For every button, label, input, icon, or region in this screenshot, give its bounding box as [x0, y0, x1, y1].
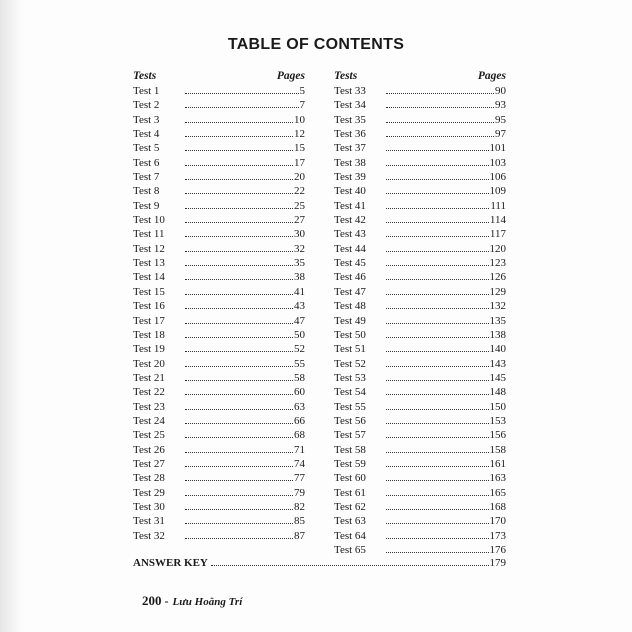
- test-name: Test 44: [334, 242, 366, 255]
- leader-dots: [185, 323, 293, 324]
- leader-dots: [386, 265, 489, 266]
- leader-dots: [386, 552, 489, 553]
- toc-entry[interactable]: [133, 299, 305, 313]
- leader-dots: [185, 93, 299, 94]
- leader-dots: [185, 251, 293, 252]
- page-number: 143: [489, 357, 506, 370]
- leader-dots: [386, 122, 494, 123]
- page-number: 82: [294, 500, 305, 513]
- page-number: 85: [294, 515, 305, 528]
- toc-entry[interactable]: [133, 400, 305, 414]
- toc-entry[interactable]: [334, 256, 506, 270]
- leader-dots: [185, 495, 293, 496]
- page-number: 43: [294, 300, 305, 313]
- page-number: 106: [489, 171, 506, 184]
- page-number: 150: [489, 400, 506, 413]
- toc-entry[interactable]: [334, 357, 506, 371]
- test-name: Test 57: [334, 429, 366, 442]
- page-number: 148: [489, 386, 506, 399]
- test-name: Test 34: [334, 99, 366, 112]
- test-name: Test 3: [133, 113, 160, 126]
- page-number: 35: [294, 257, 305, 270]
- toc-entry[interactable]: [133, 457, 305, 471]
- answer-key-page: 179: [489, 557, 506, 569]
- test-name: Test 5: [133, 142, 160, 155]
- test-name: Test 24: [133, 414, 165, 427]
- test-name: Test 14: [133, 271, 165, 284]
- toc-entry[interactable]: [133, 314, 305, 328]
- test-name: Test 8: [133, 185, 160, 198]
- test-name: Test 17: [133, 314, 165, 327]
- toc-entry[interactable]: [133, 156, 305, 170]
- test-name: Test 30: [133, 500, 165, 513]
- leader-dots: [185, 150, 293, 151]
- leader-dots: [386, 351, 489, 352]
- leader-dots: [185, 523, 293, 524]
- leader-dots: [386, 136, 494, 137]
- page-number: 25: [294, 199, 305, 212]
- leader-dots: [185, 452, 293, 453]
- author-name: Lưu Hoằng Trí: [172, 596, 243, 608]
- leader-dots: [185, 466, 293, 467]
- toc-column-right: [334, 68, 506, 557]
- toc-list-right: [334, 84, 506, 557]
- page-number: 38: [294, 271, 305, 284]
- toc-entry[interactable]: [133, 500, 305, 514]
- toc-entry[interactable]: [133, 256, 305, 270]
- leader-dots: [185, 294, 293, 295]
- page-number: 41: [294, 285, 305, 298]
- toc-entry[interactable]: [133, 328, 305, 342]
- leader-dots: [185, 122, 293, 123]
- test-name: Test 60: [334, 472, 366, 485]
- leader-dots: [386, 308, 489, 309]
- toc-entry[interactable]: [133, 227, 305, 241]
- page-number: 153: [489, 414, 506, 427]
- page-number: 111: [490, 199, 506, 212]
- test-name: Test 7: [133, 171, 160, 184]
- test-name: Test 18: [133, 328, 165, 341]
- test-name: Test 19: [133, 343, 165, 356]
- toc-entry[interactable]: [133, 357, 305, 371]
- test-name: Test 61: [334, 486, 366, 499]
- leader-dots: [386, 222, 489, 223]
- leader-dots: [185, 208, 293, 209]
- leader-dots: [185, 394, 293, 395]
- test-name: Test 38: [334, 156, 366, 169]
- test-name: Test 27: [133, 457, 165, 470]
- page-number: 58: [294, 371, 305, 384]
- toc-entry[interactable]: [334, 342, 506, 356]
- answer-key-label: ANSWER KEY: [133, 557, 208, 569]
- page-number: 66: [294, 414, 305, 427]
- toc-entry[interactable]: [133, 141, 305, 155]
- test-name: Test 11: [133, 228, 165, 241]
- leader-dots: [185, 236, 293, 237]
- toc-entry[interactable]: [334, 127, 506, 141]
- test-name: Test 35: [334, 113, 366, 126]
- page-number: 101: [489, 142, 506, 155]
- leader-dots: [386, 150, 489, 151]
- page-number: 97: [495, 128, 506, 141]
- leader-dots: [185, 107, 299, 108]
- toc-entry[interactable]: [334, 156, 506, 170]
- test-name: Test 51: [334, 343, 366, 356]
- test-name: Test 65: [334, 544, 366, 556]
- leader-dots: [386, 251, 489, 252]
- page-number: 117: [489, 228, 506, 241]
- page-number: 145: [489, 371, 506, 384]
- footer-dash: -: [164, 594, 169, 608]
- page-number: 74: [294, 457, 305, 470]
- toc-entry[interactable]: [334, 328, 506, 342]
- toc-entry[interactable]: [133, 113, 305, 127]
- page-number: 87: [294, 529, 305, 542]
- leader-dots: [185, 380, 293, 381]
- toc-list-left: [133, 84, 305, 543]
- leader-dots: [185, 222, 293, 223]
- page-number: 161: [489, 457, 506, 470]
- leader-dots: [386, 409, 489, 410]
- test-name: Test 37: [334, 142, 366, 155]
- toc-entry[interactable]: [334, 84, 506, 98]
- test-name: Test 21: [133, 371, 165, 384]
- page-footer: [142, 593, 242, 609]
- toc-entry[interactable]: [334, 227, 506, 241]
- leader-dots: [185, 509, 293, 510]
- tests-header: Tests: [133, 70, 157, 82]
- page-number: 30: [294, 228, 305, 241]
- page-number: 17: [294, 156, 305, 169]
- toc-entry[interactable]: [334, 314, 506, 328]
- leader-dots: [185, 265, 293, 266]
- test-name: Test 10: [133, 214, 165, 227]
- leader-dots: [386, 179, 489, 180]
- test-name: Test 1: [133, 85, 160, 97]
- page-number: 123: [489, 257, 506, 270]
- toc-entry[interactable]: [133, 428, 305, 442]
- toc-entry[interactable]: [334, 514, 506, 528]
- page-number: 79: [294, 486, 305, 499]
- page-number: 20: [294, 171, 305, 184]
- test-name: Test 9: [133, 199, 160, 212]
- leader-dots: [386, 323, 489, 324]
- test-name: Test 13: [133, 257, 165, 270]
- page-number: 77: [294, 472, 305, 485]
- leader-dots: [386, 337, 489, 338]
- page-number: 168: [489, 500, 506, 513]
- toc-entry[interactable]: [334, 141, 506, 155]
- test-name: Test 40: [334, 185, 366, 198]
- toc-entry[interactable]: [133, 285, 305, 299]
- toc-entry[interactable]: [133, 414, 305, 428]
- toc-entry[interactable]: [133, 184, 305, 198]
- page-number: 156: [489, 429, 506, 442]
- page-title: TABLE OF CONTENTS: [227, 36, 405, 53]
- leader-dots: [386, 480, 489, 481]
- page-number: 71: [294, 443, 305, 456]
- page-number: 103: [489, 156, 506, 169]
- page-number: 22: [294, 185, 305, 198]
- page-number: 109: [489, 185, 506, 198]
- pages-header: Pages: [276, 70, 305, 82]
- leader-dots: [386, 208, 489, 209]
- leader-dots: [386, 509, 489, 510]
- leader-dots: [185, 437, 293, 438]
- leader-dots: [386, 236, 489, 237]
- test-name: Test 48: [334, 300, 366, 313]
- leader-dots: [386, 165, 489, 166]
- test-name: Test 32: [133, 529, 165, 542]
- leader-dots: [185, 193, 293, 194]
- test-name: Test 63: [334, 515, 366, 528]
- toc-entry[interactable]: [334, 471, 506, 485]
- test-name: Test 46: [334, 271, 366, 284]
- leader-dots: [211, 565, 489, 566]
- page-number: 55: [294, 357, 305, 370]
- page-number: 170: [489, 515, 506, 528]
- leader-dots: [185, 423, 293, 424]
- toc-entry[interactable]: [133, 84, 305, 98]
- page-number: 165: [489, 486, 506, 499]
- toc-entry[interactable]: [334, 113, 506, 127]
- leader-dots: [185, 136, 293, 137]
- toc-entry[interactable]: [334, 170, 506, 184]
- test-name: Test 2: [133, 99, 160, 112]
- toc-entry[interactable]: [334, 500, 506, 514]
- pages-header: Pages: [477, 70, 506, 82]
- leader-dots: [185, 337, 293, 338]
- test-name: Test 12: [133, 242, 165, 255]
- leader-dots: [386, 279, 489, 280]
- test-name: Test 53: [334, 371, 366, 384]
- page-number: 47: [294, 314, 305, 327]
- page-number: 63: [294, 400, 305, 413]
- toc-entry[interactable]: [334, 428, 506, 442]
- leader-dots: [386, 294, 489, 295]
- page-number: 52: [294, 343, 305, 356]
- test-name: Test 26: [133, 443, 165, 456]
- test-name: Test 15: [133, 285, 165, 298]
- leader-dots: [185, 308, 293, 309]
- toc-entry[interactable]: [334, 199, 506, 213]
- page-number: 50: [294, 328, 305, 341]
- toc-entry[interactable]: [334, 98, 506, 112]
- leader-dots: [386, 538, 489, 539]
- page-number: 10: [294, 113, 305, 126]
- toc-entry[interactable]: [334, 371, 506, 385]
- test-name: Test 22: [133, 386, 165, 399]
- test-name: Test 16: [133, 300, 165, 313]
- toc-entry[interactable]: [133, 486, 305, 500]
- toc-entry[interactable]: [133, 170, 305, 184]
- leader-dots: [386, 423, 489, 424]
- toc-entry[interactable]: [133, 342, 305, 356]
- page-number: 27: [294, 214, 305, 227]
- column-header: [334, 68, 506, 84]
- toc-entry[interactable]: [133, 371, 305, 385]
- toc-entry[interactable]: [334, 285, 506, 299]
- test-name: Test 49: [334, 314, 366, 327]
- toc-entry[interactable]: [334, 414, 506, 428]
- toc-entry[interactable]: [334, 184, 506, 198]
- test-name: Test 45: [334, 257, 366, 270]
- toc-entry[interactable]: [133, 242, 305, 256]
- test-name: Test 58: [334, 443, 366, 456]
- toc-column-left: [133, 68, 305, 543]
- page-number: 132: [489, 300, 506, 313]
- page-number: 129: [489, 285, 506, 298]
- page-number: 140: [489, 343, 506, 356]
- page-number: 126: [489, 271, 506, 284]
- toc-entry[interactable]: [334, 443, 506, 457]
- test-name: Test 31: [133, 515, 165, 528]
- leader-dots: [386, 107, 494, 108]
- toc-entry[interactable]: [133, 529, 305, 543]
- leader-dots: [185, 179, 293, 180]
- test-name: Test 43: [334, 228, 366, 241]
- leader-dots: [386, 193, 489, 194]
- leader-dots: [386, 452, 489, 453]
- leader-dots: [185, 279, 293, 280]
- leader-dots: [185, 480, 293, 481]
- test-name: Test 42: [334, 214, 366, 227]
- toc-entry[interactable]: [334, 242, 506, 256]
- page-number: 173: [489, 529, 506, 542]
- test-name: Test 39: [334, 171, 366, 184]
- page-number: 15: [294, 142, 305, 155]
- toc-entry[interactable]: [133, 270, 305, 284]
- test-name: Test 41: [334, 199, 366, 212]
- test-name: Test 23: [133, 400, 165, 413]
- toc-entry[interactable]: [334, 400, 506, 414]
- leader-dots: [185, 165, 293, 166]
- test-name: Test 20: [133, 357, 165, 370]
- leader-dots: [386, 394, 489, 395]
- toc-entry[interactable]: [334, 457, 506, 471]
- toc-entry[interactable]: [133, 213, 305, 227]
- page-number: 135: [489, 314, 506, 327]
- toc-entry[interactable]: [133, 471, 305, 485]
- test-name: Test 25: [133, 429, 165, 442]
- leader-dots: [386, 495, 489, 496]
- leader-dots: [386, 523, 489, 524]
- toc-entry[interactable]: [334, 385, 506, 399]
- page-binding-shadow: [0, 0, 22, 632]
- page-number: 158: [489, 443, 506, 456]
- test-name: Test 4: [133, 128, 160, 141]
- toc-entry[interactable]: [133, 385, 305, 399]
- page-number: 60: [294, 386, 305, 399]
- leader-dots: [185, 351, 293, 352]
- column-header: [133, 68, 305, 84]
- test-name: Test 59: [334, 457, 366, 470]
- test-name: Test 6: [133, 156, 160, 169]
- toc-entry[interactable]: [133, 514, 305, 528]
- test-name: Test 47: [334, 285, 366, 298]
- toc-entry[interactable]: [334, 486, 506, 500]
- page-number: 200: [142, 593, 162, 608]
- leader-dots: [185, 538, 293, 539]
- toc-entry[interactable]: [133, 443, 305, 457]
- test-name: Test 55: [334, 400, 366, 413]
- page-number: 5: [299, 85, 305, 97]
- page-number: 32: [294, 242, 305, 255]
- test-name: Test 62: [334, 500, 366, 513]
- page-number: 90: [495, 85, 506, 97]
- test-name: Test 52: [334, 357, 366, 370]
- test-name: Test 54: [334, 386, 366, 399]
- leader-dots: [185, 366, 293, 367]
- leader-dots: [386, 466, 489, 467]
- toc-entry[interactable]: [334, 213, 506, 227]
- toc-entry-answer-key[interactable]: [133, 556, 506, 570]
- page-number: 7: [299, 99, 305, 112]
- page-number: 12: [294, 128, 305, 141]
- leader-dots: [386, 437, 489, 438]
- leader-dots: [185, 409, 293, 410]
- page-number: 163: [489, 472, 506, 485]
- test-name: Test 50: [334, 328, 366, 341]
- page-number: 176: [489, 544, 506, 556]
- test-name: Test 28: [133, 472, 165, 485]
- leader-dots: [386, 366, 489, 367]
- test-name: Test 36: [334, 128, 366, 141]
- tests-header: Tests: [334, 70, 358, 82]
- test-name: Test 56: [334, 414, 366, 427]
- page-number: 138: [489, 328, 506, 341]
- toc-entry[interactable]: [133, 199, 305, 213]
- toc-entry[interactable]: [334, 529, 506, 543]
- test-name: Test 29: [133, 486, 165, 499]
- page-number: 120: [489, 242, 506, 255]
- toc-entry[interactable]: [133, 127, 305, 141]
- page-number: 93: [495, 99, 506, 112]
- page-number: 114: [489, 214, 506, 227]
- test-name: Test 33: [334, 85, 366, 97]
- leader-dots: [386, 93, 494, 94]
- leader-dots: [386, 380, 489, 381]
- toc-entry[interactable]: [133, 98, 305, 112]
- toc-entry[interactable]: [334, 270, 506, 284]
- test-name: Test 64: [334, 529, 366, 542]
- toc-entry[interactable]: [334, 299, 506, 313]
- page-number: 95: [495, 113, 506, 126]
- page-number: 68: [294, 429, 305, 442]
